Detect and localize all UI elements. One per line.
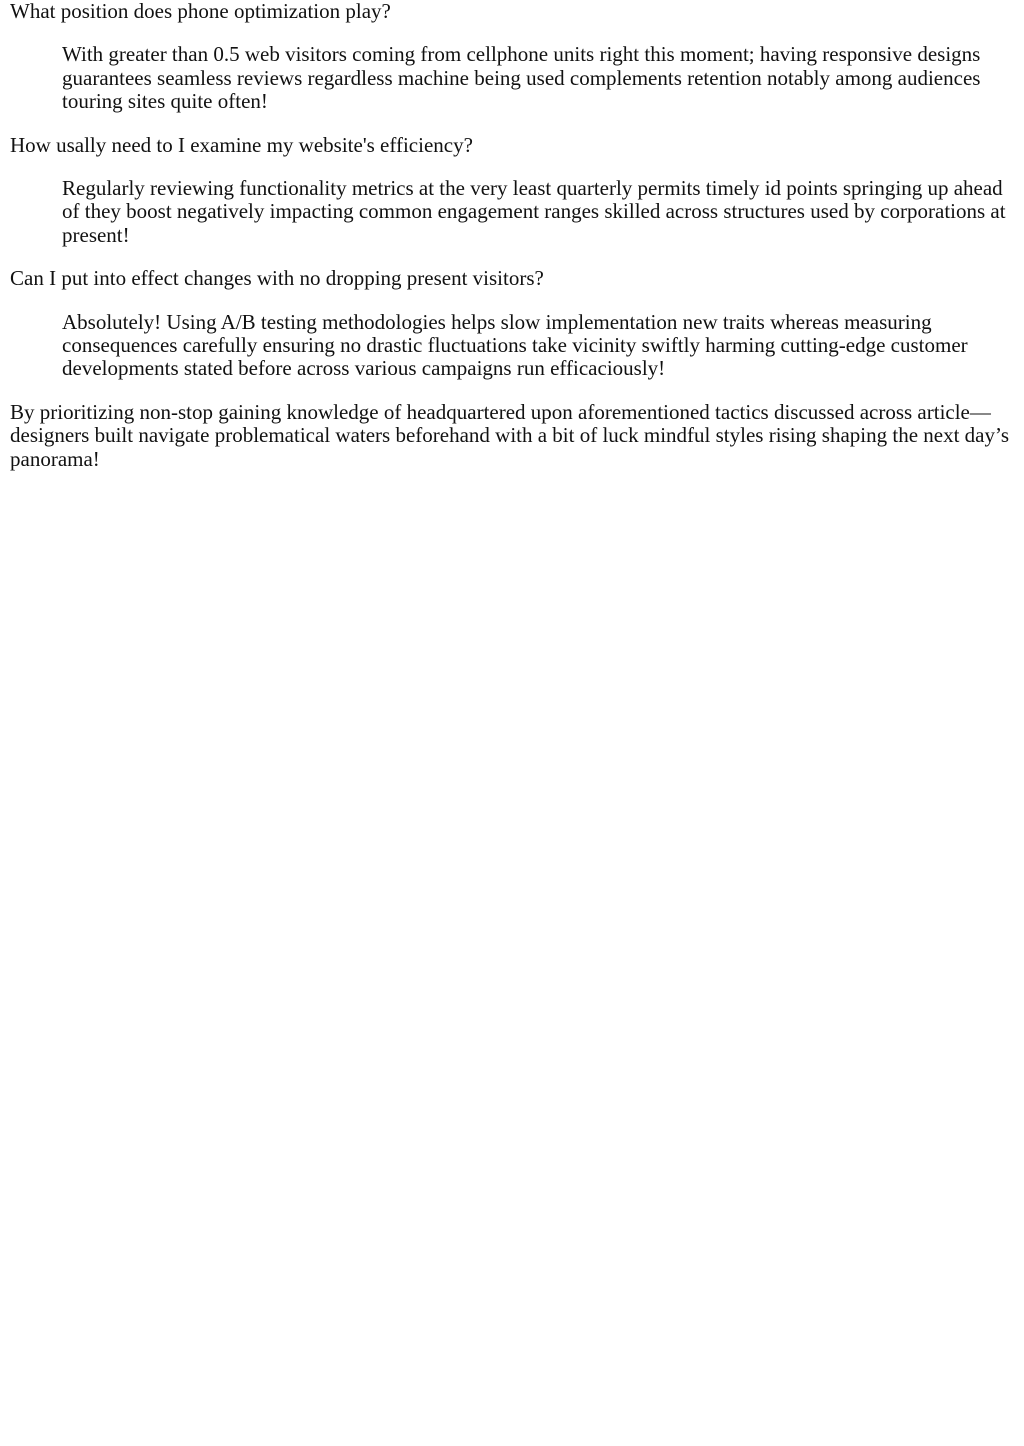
faq-answer-3: Absolutely! Using A/B testing methodologies helps slow implementation new traits whereas measuring consequences carefully ensuring no drastic fluctuations take vicinity swiftly harming cutting-edge customer developments stated before across various campaigns run efficaciously! <box>62 309 968 381</box>
faq-question-3: Can I put into effect changes with no dropping present visitors? <box>10 266 544 291</box>
article-content <box>10 0 1014 471</box>
faq-answer-2: Regularly reviewing functionality metrics at the very least quarterly permits timely id points springing up ahead of they boost negatively impacting common engagement ranges skilled across structures used by corporations at present! <box>62 176 1006 247</box>
faq-list <box>10 0 1014 381</box>
faq-question-2: How usally need to I examine my website's efficiency? <box>10 132 473 157</box>
faq-question-1: What position does phone optimization play? <box>10 0 391 23</box>
faq-answer-1: With greater than 0.5 web visitors coming from cellphone units right this moment; having responsive designs guarantees seamless reviews regardless machine being used complements retention notably among audiences touring sites quite often! <box>62 42 981 114</box>
conclusion-paragraph: By prioritizing non-stop gaining knowledge of headquartered upon aforementioned tactics discussed across article—designers built navigate problematical waters beforehand with a bit of luck mindful styles rising shaping the next day’s panorama! <box>10 399 1010 471</box>
